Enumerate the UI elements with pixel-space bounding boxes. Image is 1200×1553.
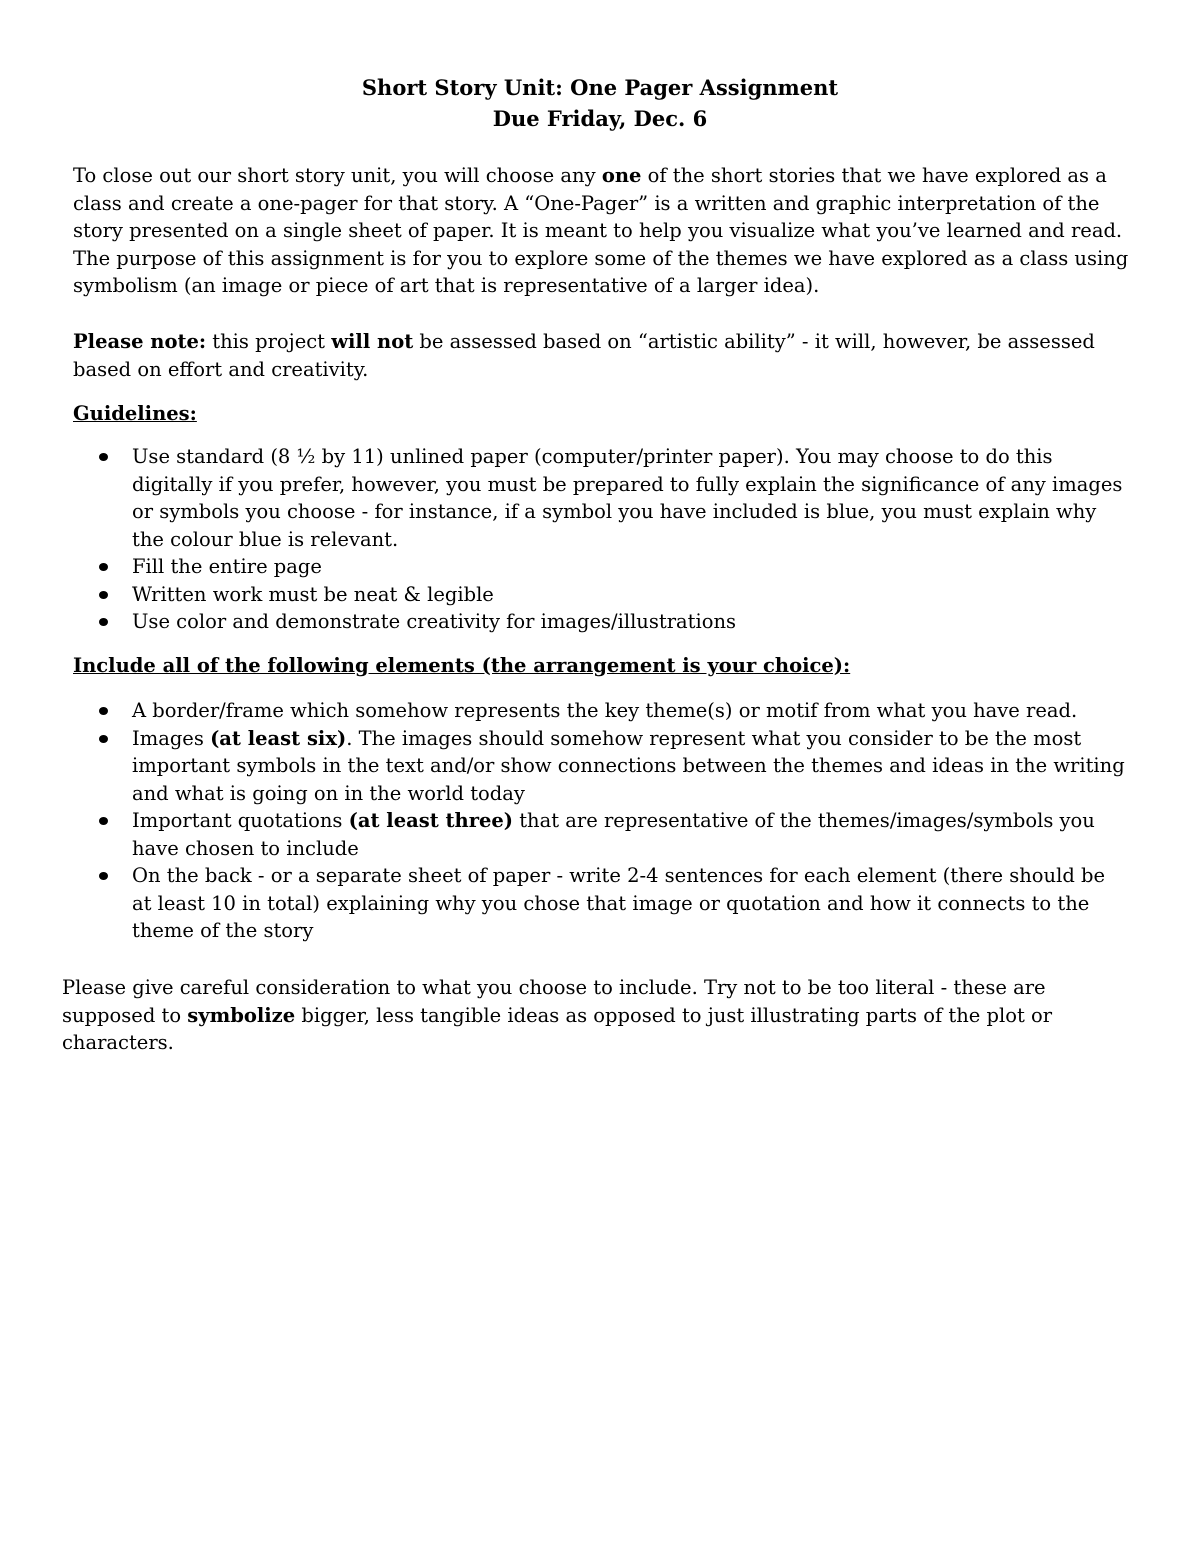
element-text-pre: Images bbox=[132, 726, 211, 750]
guidelines-list bbox=[0, 443, 1128, 636]
element-text-post: . The images should somehow represent what you consider to be the most important symbols in the text and/or show connections between the themes and ideas in the writing and what is going on in the world today bbox=[132, 726, 1125, 805]
note-paragraph bbox=[73, 328, 1133, 383]
due-date: Due Friday, Dec. 6 bbox=[492, 106, 708, 131]
element-text-post: that are representative of the themes/images/symbols you have chosen to include bbox=[132, 809, 1095, 860]
note-text-1: this project bbox=[206, 330, 332, 353]
closing-text-2: bigger, less tangible ideas as opposed to just illustrating parts of the plot or characters. bbox=[62, 1003, 1053, 1054]
note-label: Please note: bbox=[73, 330, 207, 353]
closing-text-1: Please give careful consideration to what you choose to include. Try not to be too literal - these are supposed to bbox=[62, 976, 1046, 1027]
element-item-quotations bbox=[0, 807, 1128, 862]
note-text-2: be assessed based on “artistic ability” - it will, however, be assessed based on effort and creativity. bbox=[73, 330, 1095, 381]
element-item-images bbox=[0, 725, 1128, 808]
guideline-text: Use standard (8 ½ by 11) unlined paper (computer/printer paper). You may choose to do this digitally if you prefer, however, you must be prepared to fully explain the significance of any images or symbols you choose - for instance, if a symbol you have included is blue, you must explain why the colour blue is relevant. bbox=[132, 445, 1123, 551]
guideline-item bbox=[0, 553, 1128, 581]
bullet-icon bbox=[99, 618, 108, 626]
document-title: Short Story Unit: One Pager Assignment bbox=[361, 75, 839, 100]
element-text: On the back - or a separate sheet of paper - write 2-4 sentences for each element (there should be at least 10 in total) explaining why you chose that image or quotation and how it connects to the theme of the story bbox=[132, 864, 1106, 942]
closing-paragraph bbox=[62, 974, 1132, 1057]
element-item-border bbox=[0, 697, 1128, 725]
bullet-icon bbox=[99, 563, 108, 571]
title-block bbox=[0, 72, 1200, 134]
element-text-pre: Important quotations bbox=[132, 809, 349, 832]
element-text: A border/frame which somehow represents the key theme(s) or motif from what you have read. bbox=[132, 699, 1078, 722]
guideline-text: Written work must be neat & legible bbox=[132, 582, 494, 606]
guideline-item bbox=[0, 443, 1128, 553]
bullet-icon bbox=[99, 872, 108, 880]
bullet-icon bbox=[99, 817, 108, 825]
guideline-text: Fill the entire page bbox=[132, 555, 322, 578]
element-item-back bbox=[0, 862, 1128, 945]
closing-bold-symbolize: symbolize bbox=[187, 1003, 296, 1027]
elements-heading: Include all of the following elements (the arrangement is your choice): bbox=[73, 654, 851, 677]
element-text-bold: (at least three) bbox=[348, 809, 514, 832]
intro-paragraph bbox=[73, 162, 1133, 300]
elements-list bbox=[0, 697, 1128, 945]
note-bold-will-not: will not bbox=[331, 330, 414, 353]
guideline-item bbox=[0, 581, 1128, 609]
intro-text-2: of the short stories that we have explored as a class and create a one-pager for that story. A “One-Pager” is a written and graphic interpretation of the story presented on a single sheet of paper. It is meant to help you visualize what you’ve learned and read. The purpose of this assignment is for you to explore some of the themes we have explored as a class using symbolism (an image or piece of art that is representative of a larger idea). bbox=[73, 164, 1129, 297]
guideline-text: Use color and demonstrate creativity for images/illustrations bbox=[132, 610, 737, 633]
bullet-icon bbox=[99, 735, 108, 743]
guidelines-heading: Guidelines: bbox=[73, 402, 197, 425]
bullet-icon bbox=[99, 707, 108, 715]
guideline-item bbox=[0, 608, 1128, 636]
bullet-icon bbox=[99, 591, 108, 599]
element-text-bold: (at least six) bbox=[210, 726, 347, 750]
intro-bold-one: one bbox=[601, 164, 642, 187]
bullet-icon bbox=[99, 453, 108, 461]
intro-text-1: To close out our short story unit, you will choose any bbox=[73, 164, 602, 187]
